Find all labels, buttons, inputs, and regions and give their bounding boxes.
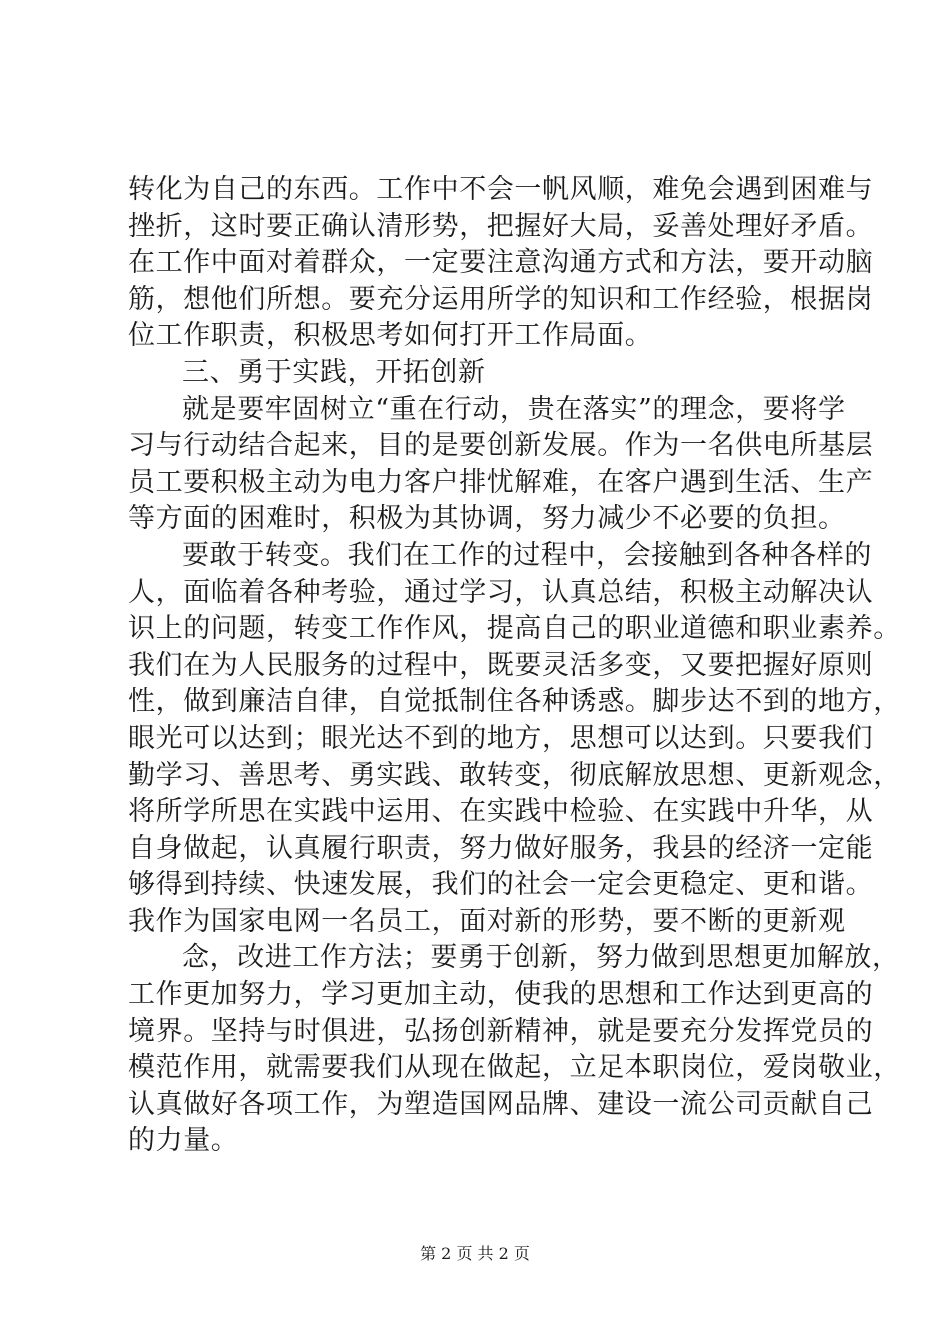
paragraph-start-line: 要敢于转变。我们在工作的过程中，会接触到各种各样的 — [182, 539, 872, 571]
text-line: 自身做起，认真履行职责，努力做好服务，我县的经济一定能 — [128, 832, 874, 864]
text-line: 等方面的困难时，积极为其协调，努力减少不必要的负担。 — [128, 503, 846, 535]
document-body — [128, 172, 901, 1160]
text-line: 将所学所思在实践中运用、在实践中检验、在实践中升华，从 — [128, 796, 874, 828]
text-line: 眼光可以达到；眼光达不到的地方，思想可以达到。只要我们 — [128, 722, 874, 754]
text-line: 我们在为人民服务的过程中，既要灵活多变，又要把握好原则 — [128, 649, 874, 681]
text-line: 挫折，这时要正确认清形势，把握好大局，妥善处理好矛盾。 — [128, 210, 874, 242]
text-line: 在工作中面对着群众，一定要注意沟通方式和方法，要开动脑 — [128, 247, 874, 279]
page-footer: 第 2 页 共 2 页 — [420, 1244, 530, 1263]
text-line: 认真做好各项工作，为塑造国网品牌、建设一流公司贡献自己 — [128, 1088, 874, 1120]
text-line: 筋，想他们所想。要充分运用所学的知识和工作经验，根据岗 — [128, 283, 874, 315]
text-line: 位工作职责，积极思考如何打开工作局面。 — [128, 320, 653, 352]
text-line: 识上的问题，转变工作作风，提高自己的职业道德和职业素养。 — [128, 613, 901, 645]
paragraph-start-line: 念，改进工作方法；要勇于创新，努力做到思想更加解放， — [182, 942, 900, 974]
text-line: 工作更加努力，学习更加主动，使我的思想和工作达到更高的 — [128, 979, 874, 1011]
text-line: 勤学习、善思考、勇实践、敢转变，彻底解放思想、更新观念， — [128, 759, 901, 791]
text-line: 我作为国家电网一名员工，面对新的形势，要不断的更新观 — [128, 905, 846, 937]
paragraph-start-line: 就是要牢固树立“重在行动，贵在落实”的理念，要将学 — [182, 393, 846, 425]
text-line: 够得到持续、快速发展，我们的社会一定会更稳定、更和谐。 — [128, 869, 874, 901]
text-line: 转化为自己的东西。工作中不会一帆风顺，难免会遇到困难与 — [128, 174, 874, 205]
text-line: 性，做到廉洁自律，自觉抵制住各种诱惑。脚步达不到的地方， — [128, 686, 901, 718]
section-heading: 三、勇于实践，开拓创新 — [182, 356, 486, 388]
text-line: 人，面临着各种考验，通过学习，认真总结，积极主动解决认 — [128, 576, 874, 608]
text-line: 的力量。 — [128, 1125, 239, 1157]
text-line: 习与行动结合起来，目的是要创新发展。作为一名供电所基层 — [128, 430, 874, 462]
text-line: 模范作用，就需要我们从现在做起，立足本职岗位，爱岗敬业， — [128, 1052, 901, 1084]
text-line: 境界。坚持与时俱进，弘扬创新精神，就是要充分发挥党员的 — [128, 1015, 874, 1047]
text-line: 员工要积极主动为电力客户排忧解难，在客户遇到生活、生产 — [128, 466, 874, 498]
